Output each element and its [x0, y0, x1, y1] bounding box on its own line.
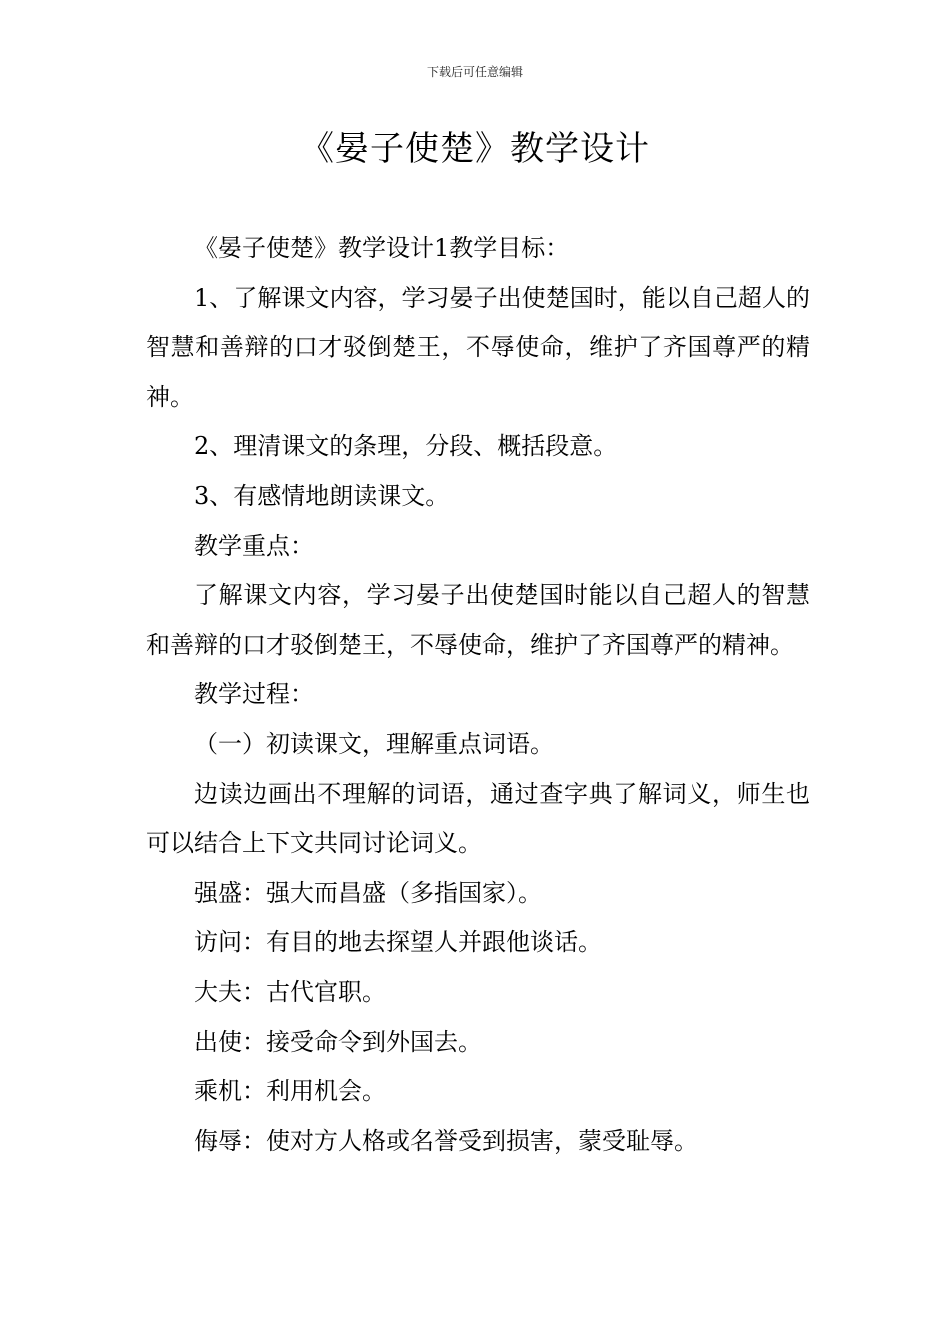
paragraph: 教学过程：	[194, 680, 314, 709]
paragraph: 《晏子使楚》教学设计1教学目标：	[194, 234, 570, 262]
paragraph: 3、有感情地朗读课文。	[194, 481, 450, 510]
paragraph: 教学重点：	[194, 531, 314, 560]
paragraph: 大夫：古代官职。	[194, 977, 386, 1006]
paragraph: 出使：接受命令到外国去。	[194, 1027, 482, 1056]
paragraph: 了解课文内容，学习晏子出使楚国时能以自己超人的智慧和善辩的口才驳倒楚王，不辱使命，维护了齐国尊严的精神。	[146, 581, 810, 659]
paragraph: （一）初读课文，理解重点词语。	[194, 729, 554, 758]
paragraph: 边读边画出不理解的词语，通过查字典了解词义，师生也可以结合上下文共同讨论词义。	[146, 779, 810, 858]
paragraph: 强盛：强大而昌盛（多指国家）。	[194, 878, 542, 907]
document-title: 《晏子使楚》教学设计	[300, 129, 650, 169]
header-note: 下载后可任意编辑	[426, 65, 523, 79]
paragraph: 1、了解课文内容，学习晏子出使楚国时，能以自己超人的智慧和善辩的口才驳倒楚王，不辱使命，维护了齐国尊严的精神。	[146, 283, 810, 411]
paragraph: 访问：有目的地去探望人并跟他谈话。	[194, 928, 602, 957]
paragraph: 2、理清课文的条理，分段、概括段意。	[194, 432, 618, 461]
paragraph: 乘机：利用机会。	[194, 1077, 386, 1106]
document-body	[146, 224, 810, 1166]
paragraph: 侮辱：使对方人格或名誉受到损害，蒙受耻辱。	[194, 1126, 698, 1155]
